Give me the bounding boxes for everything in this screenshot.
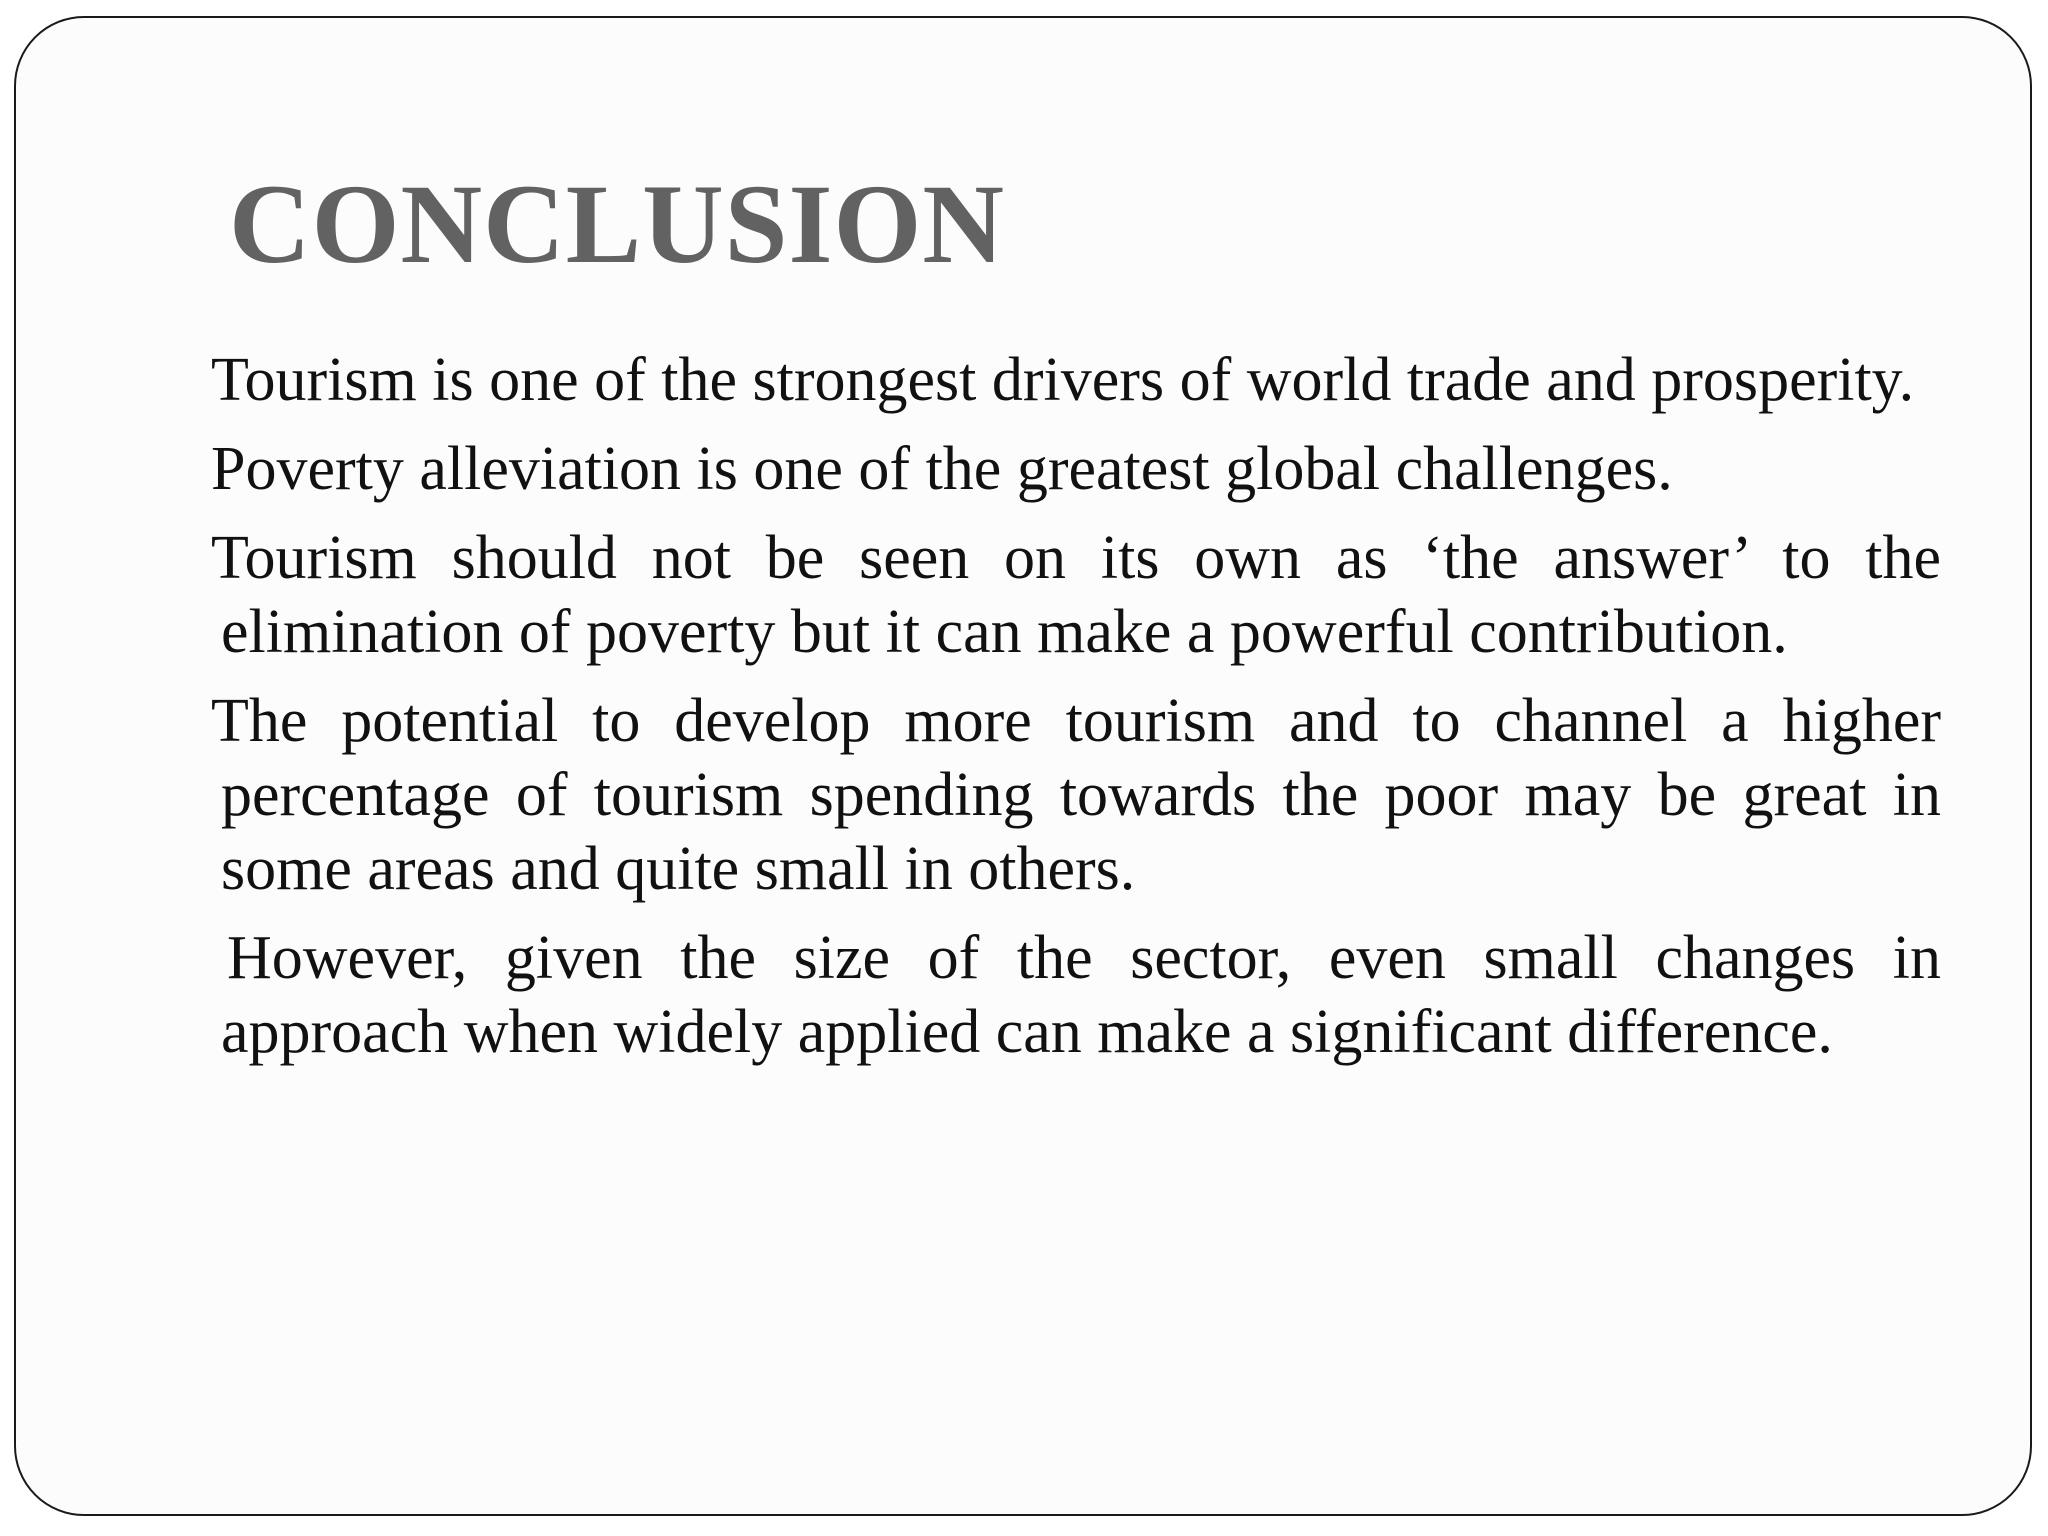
slide-title: CONCLUSION [229, 162, 1006, 287]
paragraph-tourism-drivers: Tourism is one of the strongest drivers of world trade and prosperity. [211, 346, 1915, 414]
paragraph-tourism-answer: Tourism should not be seen on its own as ‘the answer’ to the elimination of poverty but it can make a powerful contribution. [211, 524, 1941, 666]
paragraph-sector-size: However, given the size of the sector, even small changes in approach when widely applied can make a significant difference. [221, 924, 1941, 1066]
paragraph-tourism-potential: The potential to develop more tourism and to channel a higher percentage of tourism spending towards the poor may be great in some areas and quite small in others. [211, 687, 1941, 903]
slide [14, 16, 2032, 1516]
slide-body [211, 343, 1941, 1084]
paragraph-poverty-challenge: Poverty alleviation is one of the greatest global challenges. [211, 435, 1673, 503]
